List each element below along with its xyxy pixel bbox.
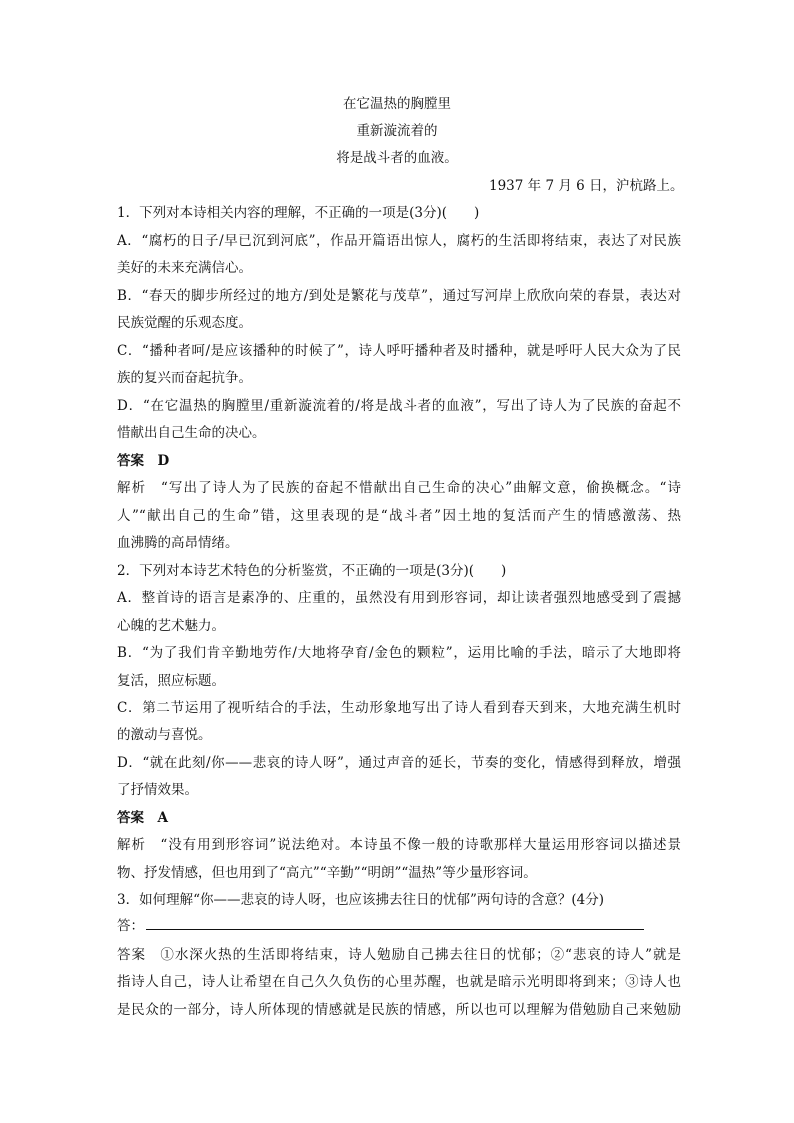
q1-explanation-line3: 血沸腾的高昂情绪。 (117, 535, 239, 551)
q1-option-d-line2: 惜献出自己生命的决心。 (117, 425, 266, 441)
q1-option-a-line2: 美好的未来充满信心。 (117, 260, 252, 276)
q2-option-a-line1: A．整首诗的语言是素净的、庄重的，虽然没有用到形容词，却让读者强烈地感受到了震撼 (117, 590, 681, 606)
poem-line-1: 在它温热的胸膛里 (343, 96, 451, 112)
q2-option-a-line2: 心魄的艺术魅力。 (117, 618, 225, 634)
q3-stem: 3．如何理解“你——悲哀的诗人呀，也应该拂去往日的忧郁”两句诗的含意？(4分) (117, 892, 605, 908)
q3-answer-line3: 是民众的一部分，诗人所体现的情感就是民族的情感，所以也可以理解为借勉励自己来勉励 (117, 1002, 681, 1018)
q2-answer: 答案 A (117, 810, 168, 826)
q2-option-d-line2: 了抒情效果。 (117, 782, 198, 798)
q1-option-a-line1: A．“腐朽的日子/早已沉到河底”，作品开篇语出惊人，腐朽的生活即将结束，表达了对民族 (117, 233, 681, 249)
q2-option-d-line1: D．“就在此刻/你——悲哀的诗人呀”，通过声音的延长，节奏的变化，情感得到释放，增强 (117, 755, 681, 771)
q2-explanation-line1: 解析 “没有用到形容词”说法绝对。本诗虽不像一般的诗歌那样大量运用形容词以描述景 (117, 837, 681, 853)
q2-stem: 2．下列对本诗艺术特色的分析鉴赏，不正确的一项是(3分)( ) (117, 563, 507, 579)
q2-option-c-line2: 的激动与喜悦。 (117, 727, 212, 743)
q2-option-c-line1: C．第二节运用了视听结合的手法，生动形象地写出了诗人看到春天到来，大地充满生机时 (117, 700, 682, 716)
poem-line-2: 重新漩流着的 (356, 123, 438, 139)
q2-explanation-line2: 物、抒发情感，但也用到了“高亢”“辛勤”“明朗”“温热”等少量形容词。 (117, 865, 537, 881)
q1-answer: 答案 D (117, 453, 170, 469)
poem-date: 1937 年 7 月 6 日，沪杭路上。 (489, 178, 684, 194)
q1-option-c-line2: 族的复兴而奋起抗争。 (117, 370, 252, 386)
q1-option-c-line1: C．“播种者呵/是应该播种的时候了”，诗人呼吁播种者及时播种，就是呼吁人民大众为了民 (117, 343, 681, 359)
q3-answer-field (117, 913, 681, 940)
q1-explanation-line2: 人”“献出自己的生命”错，这里表现的是“战斗者”因土地的复活而产生的情感激荡、热 (117, 508, 681, 524)
q3-answer-line1: 答案 ①水深火热的生活即将结束，诗人勉励自己拂去往日的忧郁；②“悲哀的诗人”就是 (117, 947, 681, 963)
q2-option-b-line1: B．“为了我们肯辛勤地劳作/大地将孕育/金色的颗粒”，运用比喻的手法，暗示了大地即将 (117, 645, 681, 661)
q1-option-b-line1: B．“春天的脚步所经过的地方/到处是繁花与茂草”，通过写河岸上欣欣向荣的春景，表达对 (117, 288, 681, 304)
q1-option-d-line1: D．“在它温热的胸膛里/重新漩流着的/将是战斗者的血液”，写出了诗人为了民族的奋起不 (117, 398, 681, 414)
q3-answer-prompt: 答： (117, 918, 144, 934)
q2-option-b-line2: 复活，照应标题。 (117, 673, 225, 689)
q1-option-b-line2: 民族觉醒的乐观态度。 (117, 315, 252, 331)
q1-explanation-line1: 解析 “写出了诗人为了民族的奋起不惜献出自己生命的决心”曲解文意，偷换概念。“诗 (117, 480, 681, 496)
q3-answer-blank-line (146, 915, 644, 930)
poem-line-3: 将是战斗者的血液。 (336, 150, 458, 166)
q1-stem: 1．下列对本诗相关内容的理解，不正确的一项是(3分)( ) (117, 205, 480, 221)
q3-answer-line2: 指诗人自己，诗人让希望在自己久久负伤的心里苏醒，也就是暗示光明即将到来；③诗人也 (117, 974, 681, 990)
